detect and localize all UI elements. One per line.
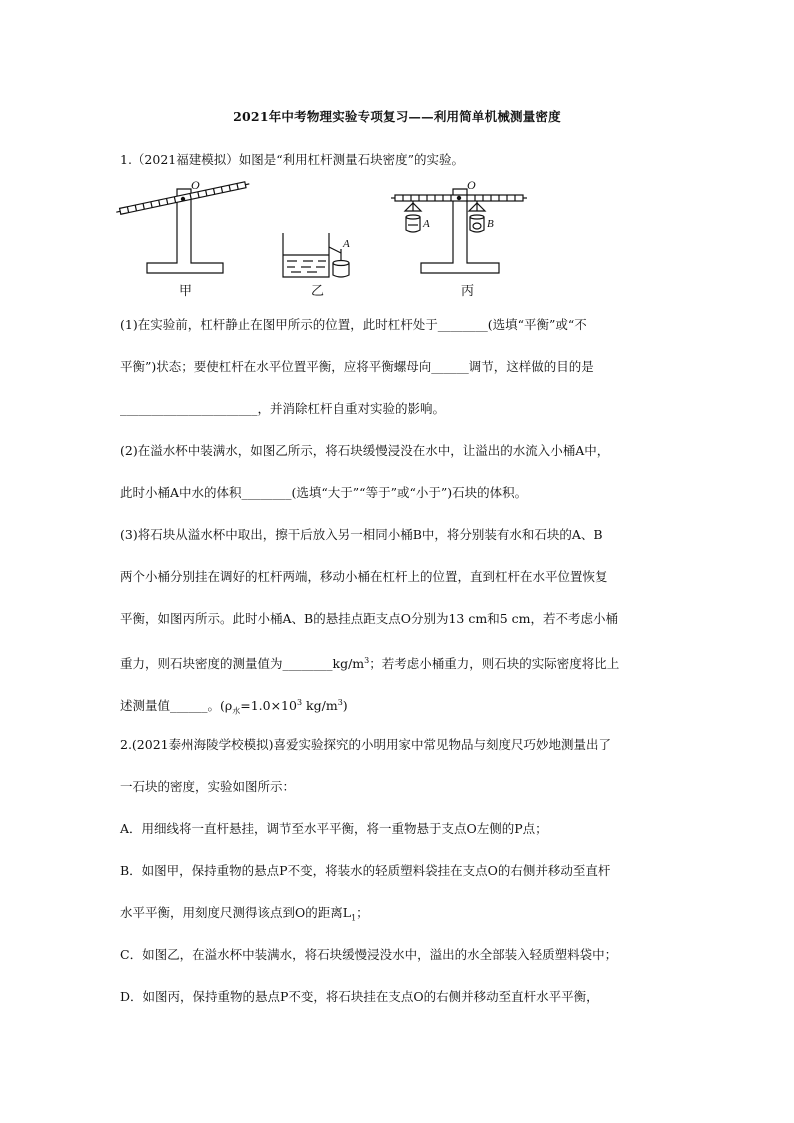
q1-part3-line5 — [120, 695, 690, 720]
q2-step-b-line2 — [120, 905, 690, 927]
label-O-jia: O — [191, 178, 200, 192]
exponent-superscript: 3 — [296, 698, 303, 707]
q1-part3-line4-text-a: 重力，则石块密度的测量值为________kg/m — [120, 656, 365, 672]
page-title: 2021年中考物理实验专项复习——利用简单机械测量密度 — [233, 109, 561, 124]
q1-part3-line5-text-b: =1.0×10 — [240, 698, 297, 714]
q2-step-c: C．如图乙，在溢水杯中装满水，将石块缓慢浸没水中，溢出的水全部装入轻质塑料袋中； — [120, 947, 618, 962]
q2-step-b-line2-end: ； — [356, 905, 369, 920]
q1-part1-line3: ______________________，并消除杠杆自重对实验的影响。 — [120, 401, 446, 416]
q1-part3-line2: 两个小桶分别挂在调好的杠杆两端，移动小桶在杠杆上的位置，直到杠杆在水平位置恢复 — [120, 569, 608, 584]
q2-stem-line2: 一石块的密度，实验如图所示： — [120, 779, 296, 794]
q1-part2-line2: 此时小桶A中水的体积________(选填“大于”“等于”或“小于”)石块的体积。 — [120, 485, 528, 500]
q1-stem: 1.（2021福建模拟）如图是“利用杠杆测量石块密度”的实验。 — [120, 152, 465, 167]
rho-subscript: 水 — [232, 706, 241, 716]
caption-bing: 丙 — [461, 284, 475, 299]
q1-part3-line4-text-b: ；若考虑小桶重力，则石块的实际密度将比上 — [369, 656, 620, 672]
q1-part3-line5-text-c: kg/m — [302, 698, 338, 714]
q1-part3-line5-text-a: 述测量值______。(ρ — [120, 698, 233, 714]
caption-jia: 甲 — [179, 284, 193, 299]
q1-part3-line3: 平衡，如图丙所示。此时小桶A、B的悬挂点距支点O分别为13 cm和5 cm，若不考虑小桶 — [120, 611, 618, 626]
caption-yi: 乙 — [311, 284, 325, 299]
unit-superscript: 3 — [364, 656, 370, 665]
q1-part3-line4 — [120, 653, 690, 672]
q2-step-b-line2-text: 水平平衡，用刻度尺测得该点到O的距离L — [120, 905, 352, 920]
label-A-bing: A — [423, 218, 430, 230]
q1-part1-line2: 平衡”)状态；要使杠杆在水平位置平衡，应将平衡螺母向______调节，这样做的目的是 — [120, 359, 594, 374]
figure-bing — [391, 189, 527, 273]
q1-figure — [115, 175, 535, 305]
q2-step-a: A．用细线将一直杆悬挂，调节至水平平衡，将一重物悬于支点O左侧的P点； — [120, 821, 548, 836]
q2-step-d: D．如图丙，保持重物的悬点P不变，将石块挂在支点O的右侧并移动至直杆水平平衡， — [120, 989, 599, 1004]
q1-part2-line1: (2)在溢水杯中装满水，如图乙所示，将石块缓慢浸没在水中，让溢出的水流入小桶A中， — [120, 443, 610, 458]
lever-experiment-diagram — [115, 175, 535, 305]
q1-part1-line1: (1)在实验前，杠杆静止在图甲所示的位置，此时杠杆处于________(选填“平衡”或“不 — [120, 317, 587, 332]
label-O-bing: O — [467, 178, 476, 192]
figure-jia — [116, 181, 250, 273]
label-A-yi: A — [343, 238, 350, 250]
l1-subscript: 1 — [351, 913, 357, 923]
q2-step-b-line1: B．如图甲，保持重物的悬点P不变，将装水的轻质塑料袋挂在支点O的右侧并移动至直杆 — [120, 863, 611, 878]
q1-part3-line1: (3)将石块从溢水杯中取出，擦干后放入另一相同小桶B中，将分别装有水和石块的A、B — [120, 527, 603, 542]
q1-part3-line5-text-d: ) — [342, 698, 348, 714]
label-B-bing: B — [487, 218, 494, 230]
unit-superscript-2: 3 — [337, 698, 343, 707]
q2-stem-line1: 2.(2021泰州海陵学校模拟)喜爱实验探究的小明用家中常见物品与刻度尺巧妙地测量出了 — [120, 737, 611, 752]
figure-yi — [283, 233, 349, 277]
